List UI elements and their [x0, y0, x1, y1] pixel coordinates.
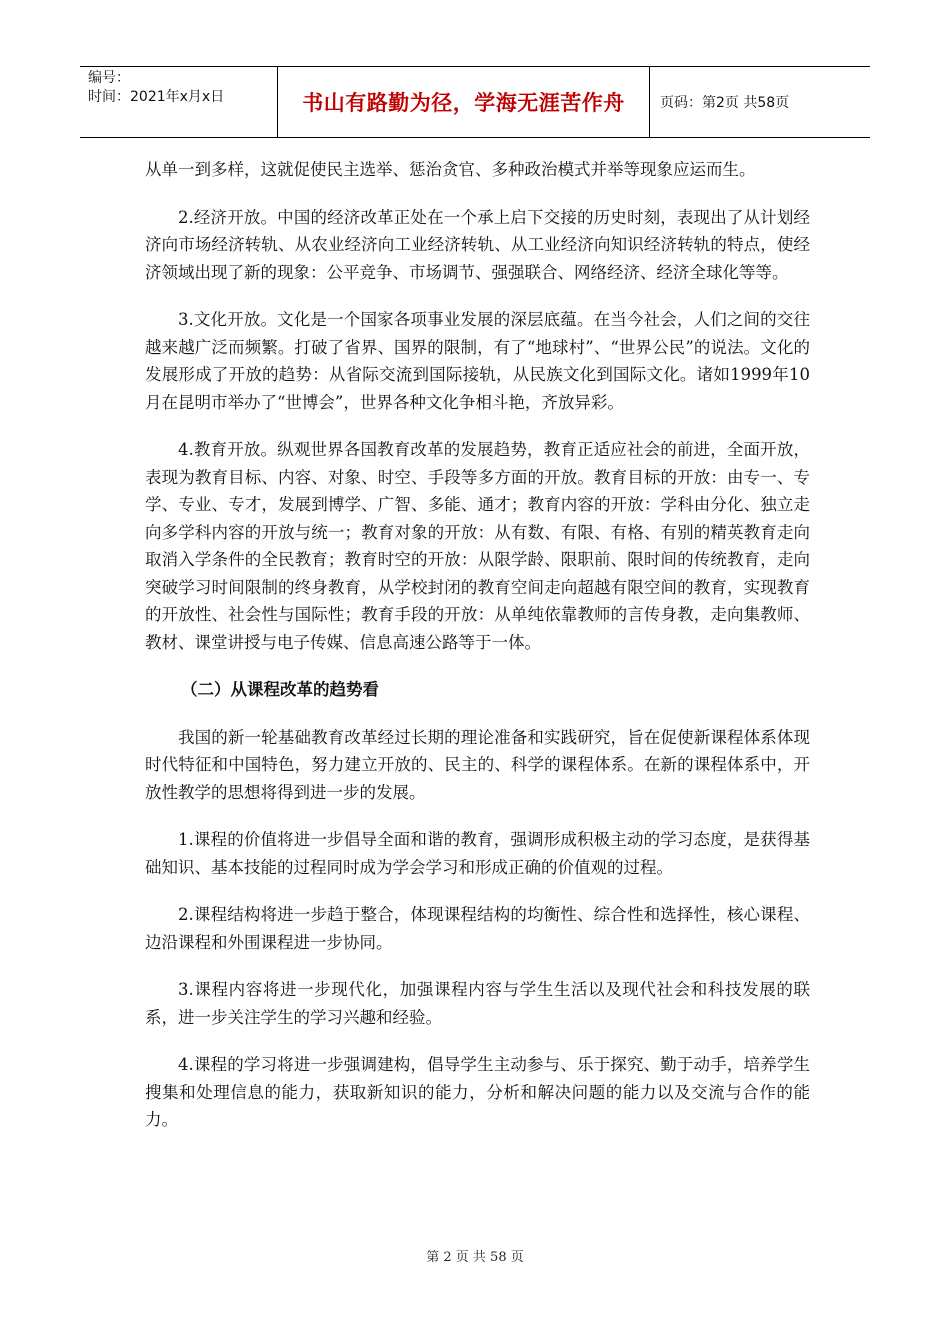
paragraph: 2.课程结构将进一步趋于整合，体现课程结构的均衡性、综合性和选择性，核心课程、边沿课程和外围课程进一步协同。	[145, 905, 810, 952]
document-body	[145, 156, 810, 1154]
paragraph: 4.教育开放。纵观世界各国教育改革的发展趋势，教育正适应社会的前进，全面开放，表现为教育目标、内容、对象、时空、手段等多方面的开放。教育目标的开放：由专一、专学、专业、专才，发展到博学、广智、多能、通才；教育内容的开放：学科由分化、独立走向多学科内容的开放与统一；教育对象的开放：从有数、有限、有格、有别的精英教育走向取消入学条件的全民教育；教育时空的开放：从限学龄、限职前、限时间的传统教育，走向突破学习时间限制的终身教育，从学校封闭的教育空间走向超越有限空间的教育，实现教育的开放性、社会性与国际性；教育手段的开放：从单纯依靠教师的言传身教，走向集教师、教材、课堂讲授与电子传媒、信息高速公路等于一体。	[145, 440, 810, 652]
time-label: 时间：2021年x月x日	[88, 89, 225, 105]
paragraph: 从单一到多样，这就促使民主选举、惩治贪官、多种政治模式并举等现象应运而生。	[145, 160, 756, 179]
paragraph: 1.课程的价值将进一步倡导全面和谐的教育，强调形成积极主动的学习态度，是获得基础知识、基本技能的过程同时成为学会学习和形成正确的价值观的过程。	[145, 830, 810, 877]
paragraph: 4.课程的学习将进一步强调建构，倡导学生主动参与、乐于探究、勤于动手，培养学生搜集和处理信息的能力，获取新知识的能力，分析和解决问题的能力以及交流与合作的能力。	[145, 1055, 810, 1129]
page-footer: 第 2 页 共 58 页	[426, 1250, 524, 1265]
paragraph: 我国的新一轮基础教育改革经过长期的理论准备和实践研究，旨在促使新课程体系体现时代特征和中国特色，努力建立开放的、民主的、科学的课程体系。在新的课程体系中，开放性教学的思想将得到进一步的发展。	[145, 727, 810, 802]
header-meta	[80, 67, 278, 137]
paragraph: 3.文化开放。文化是一个国家各项事业发展的深层底蕴。在当今社会，人们之间的交往越来越广泛而频繁。打破了省界、国界的限制，有了“地球村”、“世界公民”的说法。文化的发展形成了开放的趋势：从省际交流到国际接轨，从民族文化到国际文化。诸如1999年10月在昆明市举办了“世博会”，世界各种文化争相斗艳，齐放异彩。	[145, 310, 810, 412]
paragraph: 2.经济开放。中国的经济改革正处在一个承上启下交接的历史时刻，表现出了从计划经济向市场经济转轨、从农业经济向工业经济转轨、从工业经济向知识经济转轨的特点，使经济领域出现了新的现象：公平竞争、市场调节、强强联合、网络经济、经济全球化等等。	[145, 207, 810, 282]
paragraph: 3.课程内容将进一步现代化，加强课程内容与学生生活以及现代社会和科技发展的联系，进一步关注学生的学习兴趣和经验。	[145, 980, 810, 1027]
number-label: 编号：	[88, 70, 130, 86]
header-motto-cell	[278, 67, 650, 137]
header-page-info: 页码：第2页 共58页	[660, 95, 790, 111]
section-heading: （二）从课程改革的趋势看	[181, 680, 379, 699]
page-header	[80, 66, 870, 138]
header-motto: 书山有路勤为径，学海无涯苦作舟	[302, 91, 625, 115]
